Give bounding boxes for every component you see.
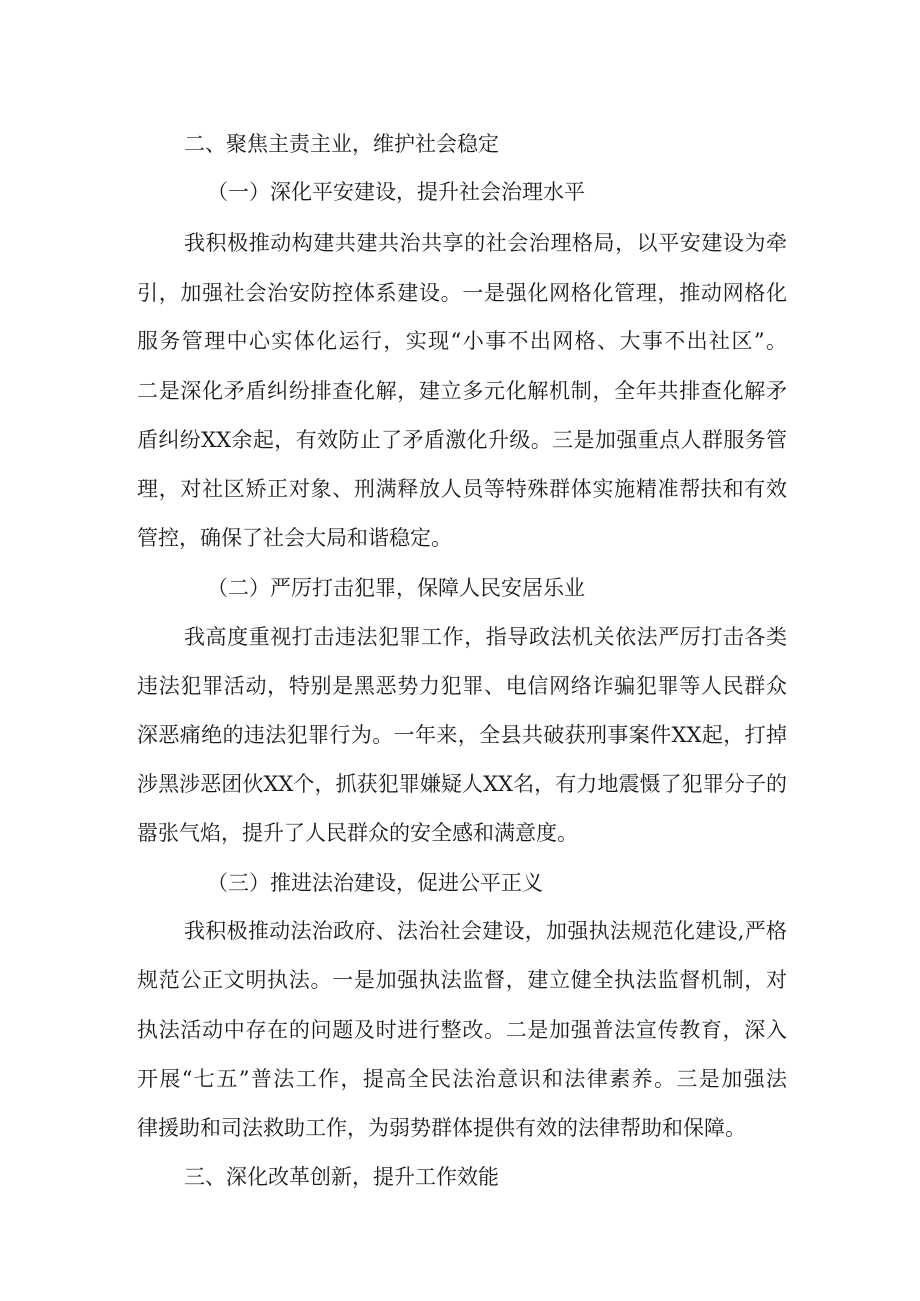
paragraph-2-line: 我高度重视打击违法犯罪工作，指导政法机关依法严厉打击各类: [184, 625, 787, 649]
paragraph-2-line: 嚣张气焰，提升了人民群众的安全感和满意度。: [137, 821, 578, 845]
paragraph-2-line: 违法犯罪活动，特别是黑恶势力犯罪、电信网络诈骗犯罪等人民群众: [137, 674, 787, 698]
subsection-heading-3: （三）推进法治建设，促进公平正义: [207, 871, 543, 895]
paragraph-2-line: 深恶痛绝的违法犯罪行为。一年来，全县共破获刑事案件XX起，打掉: [137, 723, 787, 747]
paragraph-1-line: 二是深化矛盾纠纷排查化解，建立多元化解机制，全年共排查化解矛: [137, 379, 787, 403]
paragraph-3-line: 规范公正文明执法。一是加强执法监督，建立健全执法监督机制，对: [137, 968, 787, 992]
paragraph-1-line: 理，对社区矫正对象、刑满释放人员等特殊群体实施精准帮扶和有效: [137, 477, 787, 501]
subsection-heading-1: （一）深化平安建设，提升社会治理水平: [207, 180, 585, 204]
paragraph-1-line: 管控，确保了社会大局和谐稳定。: [137, 526, 452, 550]
paragraph-1-line: 引，加强社会治安防控体系建设。一是强化网格化管理，推动网格化: [137, 281, 787, 305]
paragraph-1-line: 盾纠纷XX余起，有效防止了矛盾激化升级。三是加强重点人群服务管: [137, 428, 787, 452]
paragraph-1-line: 我积极推动构建共建共治共享的社会治理格局，以平安建设为牵: [184, 231, 787, 255]
paragraph-3-line: 开展“七五”普法工作，提高全民法治意识和法律素养。三是加强法: [137, 1067, 787, 1091]
paragraph-3-line: 律援助和司法救助工作，为弱势群体提供有效的法律帮助和保障。: [137, 1116, 746, 1140]
paragraph-3-line: 执法活动中存在的问题及时进行整改。二是加强普法宣传教育，深入: [137, 1018, 787, 1042]
section-heading-2: 二、聚焦主责主业，维护社会稳定: [184, 132, 499, 156]
paragraph-3-line: 我积极推动法治政府、法治社会建设，加强执法规范化建设,严格: [184, 919, 787, 943]
paragraph-1-line: 服务管理中心实体化运行，实现“小事不出网格、大事不出社区”。: [137, 329, 787, 353]
subsection-heading-2: （二）严厉打击犯罪，保障人民安居乐业: [207, 576, 585, 600]
section-heading-3: 三、深化改革创新，提升工作效能: [184, 1165, 499, 1189]
paragraph-2-line: 涉黑涉恶团伙XX个，抓获犯罪嫌疑人XX名，有力地震慑了犯罪分子的: [137, 772, 787, 796]
